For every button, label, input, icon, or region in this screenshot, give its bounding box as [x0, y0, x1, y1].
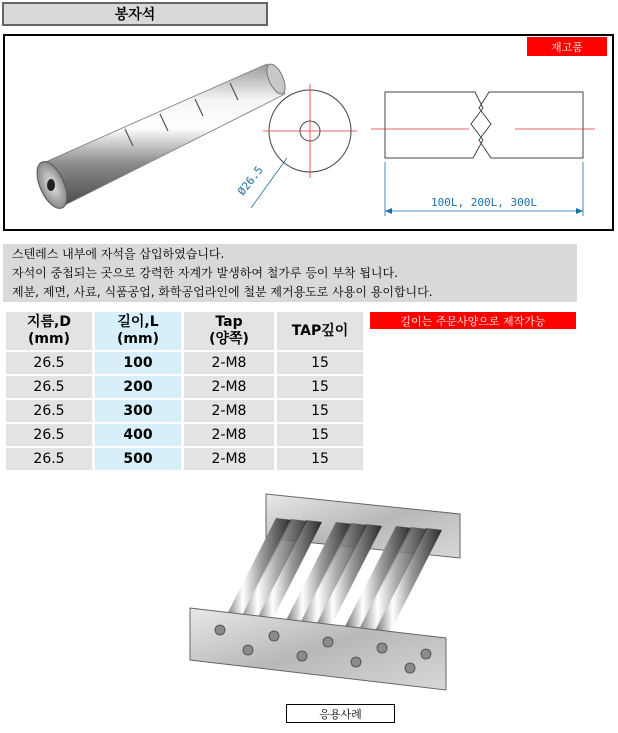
description-line: 스텐레스 내부에 자석을 삽입하였습니다.: [12, 247, 225, 261]
header-tap: Tap (양쪽): [184, 312, 274, 350]
cell-tap-depth: 15: [277, 448, 363, 470]
custom-order-text: 길이는 주문사양으로 제작가능: [400, 314, 546, 328]
cell-length: 500: [95, 448, 181, 470]
cell-tap-depth: 15: [277, 400, 363, 422]
cell-diameter: 26.5: [6, 352, 92, 374]
cell-tap: 2-M8: [184, 448, 274, 470]
stock-badge-text: 재고품: [551, 40, 583, 54]
product-diagram-panel: [3, 34, 614, 231]
cell-tap: 2-M8: [184, 352, 274, 374]
cell-tap: 2-M8: [184, 400, 274, 422]
header-length: 길이,L (mm): [95, 312, 181, 350]
table-row: [6, 424, 363, 446]
table-row: [6, 376, 363, 398]
product-diagram: [5, 36, 612, 229]
description-line: 자석이 중첩되는 곳으로 강력한 자계가 발생하여 철가루 등이 부착 됩니다.: [12, 266, 398, 280]
cell-length: 400: [95, 424, 181, 446]
header-tap-depth: TAP깊이: [277, 312, 363, 350]
side-view-drawing: [371, 92, 595, 216]
cell-diameter: 26.5: [6, 400, 92, 422]
page-title-text: 봉자석: [114, 7, 156, 23]
spec-table-header: [6, 312, 363, 350]
usage-caption: [286, 704, 395, 723]
table-row: [6, 400, 363, 422]
description-line: 제분, 제면, 사료, 식품공업, 화학공업라인에 철분 제거용도로 사용이 용이합니다.: [12, 285, 433, 299]
usage-caption-text: 응용사례: [319, 707, 362, 721]
cell-length: 300: [95, 400, 181, 422]
cell-tap: 2-M8: [184, 376, 274, 398]
diameter-label: Ø26.5: [235, 163, 266, 198]
cell-diameter: 26.5: [6, 448, 92, 470]
spec-table: [3, 310, 366, 472]
cell-diameter: 26.5: [6, 424, 92, 446]
length-label: 100L, 200L, 300L: [431, 196, 537, 209]
cell-tap-depth: 15: [277, 424, 363, 446]
cell-length: 100: [95, 352, 181, 374]
table-row: [6, 352, 363, 374]
cell-tap-depth: 15: [277, 352, 363, 374]
page-title: [2, 2, 268, 26]
custom-order-badge: [370, 312, 576, 329]
cell-length: 200: [95, 376, 181, 398]
stock-badge: [527, 37, 607, 56]
cell-diameter: 26.5: [6, 376, 92, 398]
cell-tap: 2-M8: [184, 424, 274, 446]
application-photo: [180, 488, 470, 698]
header-diameter: 지름,D (mm): [6, 312, 92, 350]
cell-tap-depth: 15: [277, 376, 363, 398]
table-row: [6, 448, 363, 470]
description-box: [3, 244, 577, 302]
